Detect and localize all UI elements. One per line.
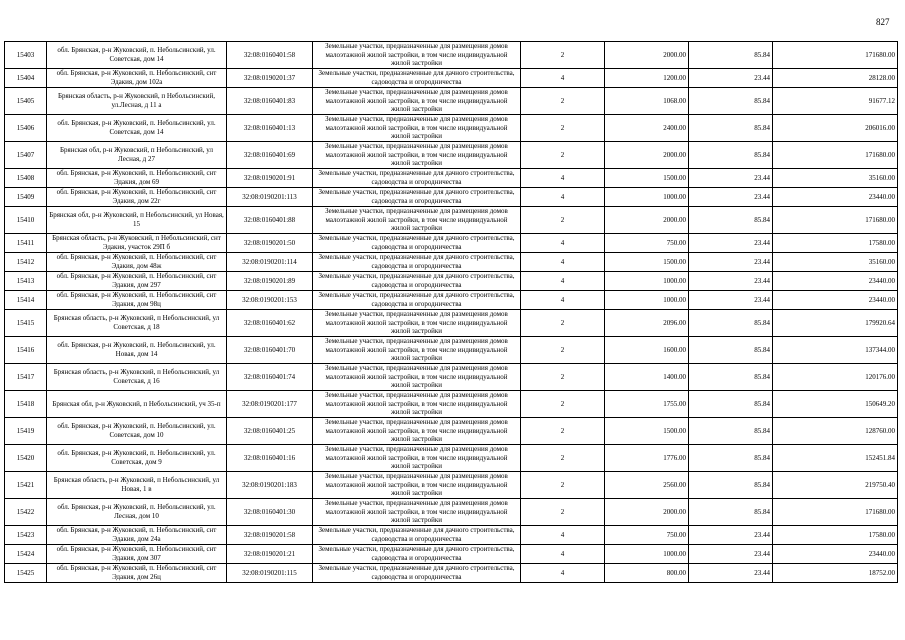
- row-id-cell: 15404: [5, 69, 47, 88]
- table-row: [5, 418, 898, 445]
- cadastral-value-cell: 171680.00: [773, 499, 898, 526]
- area-cell: 1776.00: [605, 445, 689, 472]
- cadastral-number-cell: 32:08:0160401:30: [227, 499, 313, 526]
- permitted-use-cell: Земельные участки, предназначенные для размещения домов малоэтажной жилой застройки, в том числе индивидуальной жилой застройки: [313, 499, 521, 526]
- category-cell: 2: [521, 142, 605, 169]
- area-cell: 750.00: [605, 526, 689, 545]
- permitted-use-cell: Земельные участки, предназначенные для дачного строительства, садоводства и огородничества: [313, 69, 521, 88]
- table-row: [5, 42, 898, 69]
- specific-value-cell: 85.84: [689, 310, 773, 337]
- cadastral-number-cell: 32:08:0190201:89: [227, 272, 313, 291]
- area-cell: 1068.00: [605, 88, 689, 115]
- row-id-cell: 15422: [5, 499, 47, 526]
- address-cell: обл. Брянская, р-н Жуковский, п. Небольсинский, снт Эдакия, дом 48ж: [47, 253, 227, 272]
- specific-value-cell: 85.84: [689, 391, 773, 418]
- cadastral-value-cell: 17580.00: [773, 234, 898, 253]
- permitted-use-cell: Земельные участки, предназначенные для дачного строительства, садоводства и огородничества: [313, 526, 521, 545]
- cadastral-value-cell: 23440.00: [773, 291, 898, 310]
- permitted-use-cell: Земельные участки, предназначенные для размещения домов малоэтажной жилой застройки, в том числе индивидуальной жилой застройки: [313, 364, 521, 391]
- permitted-use-cell: Земельные участки, предназначенные для размещения домов малоэтажной жилой застройки, в том числе индивидуальной жилой застройки: [313, 207, 521, 234]
- cadastral-value-cell: 171680.00: [773, 142, 898, 169]
- row-id-cell: 15411: [5, 234, 47, 253]
- cadastral-value-cell: 28128.00: [773, 69, 898, 88]
- cadastral-number-cell: 32:08:0190201:183: [227, 472, 313, 499]
- area-cell: 1000.00: [605, 188, 689, 207]
- address-cell: обл. Брянская, р-н Жуковский, п. Небольсинский, снт Эдакия, дом 98ц: [47, 291, 227, 310]
- cadastral-number-cell: 32:08:0160401:88: [227, 207, 313, 234]
- row-id-cell: 15410: [5, 207, 47, 234]
- permitted-use-cell: Земельные участки, предназначенные для размещения домов малоэтажной жилой застройки, в том числе индивидуальной жилой застройки: [313, 337, 521, 364]
- specific-value-cell: 23.44: [689, 526, 773, 545]
- cadastral-number-cell: 32:08:0160401:74: [227, 364, 313, 391]
- table-row: [5, 364, 898, 391]
- category-cell: 2: [521, 207, 605, 234]
- address-cell: обл. Брянская, р-н Жуковский, п. Небольсинский, ул. Советская, дом 14: [47, 42, 227, 69]
- permitted-use-cell: Земельные участки, предназначенные для дачного строительства, садоводства и огородничества: [313, 253, 521, 272]
- permitted-use-cell: Земельные участки, предназначенные для дачного строительства, садоводства и огородничества: [313, 169, 521, 188]
- specific-value-cell: 85.84: [689, 88, 773, 115]
- category-cell: 2: [521, 42, 605, 69]
- category-cell: 4: [521, 188, 605, 207]
- area-cell: 800.00: [605, 564, 689, 583]
- cadastral-number-cell: 32:08:0190201:115: [227, 564, 313, 583]
- cadastral-number-cell: 32:08:0190201:153: [227, 291, 313, 310]
- cadastral-number-cell: 32:08:0190201:113: [227, 188, 313, 207]
- permitted-use-cell: Земельные участки, предназначенные для размещения домов малоэтажной жилой застройки, в том числе индивидуальной жилой застройки: [313, 391, 521, 418]
- category-cell: 2: [521, 499, 605, 526]
- row-id-cell: 15418: [5, 391, 47, 418]
- area-cell: 1200.00: [605, 69, 689, 88]
- table-row: [5, 337, 898, 364]
- area-cell: 1000.00: [605, 272, 689, 291]
- address-cell: обл. Брянская, р-н Жуковский, п. Небольсинский, снт Эдакия, дом 307: [47, 545, 227, 564]
- cadastral-value-cell: 152451.84: [773, 445, 898, 472]
- category-cell: 4: [521, 69, 605, 88]
- area-cell: 2400.00: [605, 115, 689, 142]
- table-row: [5, 207, 898, 234]
- table-row: [5, 142, 898, 169]
- category-cell: 2: [521, 88, 605, 115]
- specific-value-cell: 23.44: [689, 291, 773, 310]
- permitted-use-cell: Земельные участки, предназначенные для размещения домов малоэтажной жилой застройки, в том числе индивидуальной жилой застройки: [313, 445, 521, 472]
- specific-value-cell: 85.84: [689, 418, 773, 445]
- row-id-cell: 15409: [5, 188, 47, 207]
- cadastral-value-cell: 91677.12: [773, 88, 898, 115]
- address-cell: Брянская область, р-н Жуковский, п Небольсинский, снт Эдакия, участок 29П б: [47, 234, 227, 253]
- table-row: [5, 272, 898, 291]
- area-cell: 1755.00: [605, 391, 689, 418]
- area-cell: 2000.00: [605, 499, 689, 526]
- address-cell: Брянская область, р-н Жуковский, п Небольсинский, ул Советская, д 18: [47, 310, 227, 337]
- row-id-cell: 15405: [5, 88, 47, 115]
- category-cell: 2: [521, 364, 605, 391]
- cadastral-value-cell: 18752.00: [773, 564, 898, 583]
- category-cell: 4: [521, 169, 605, 188]
- area-cell: 2000.00: [605, 207, 689, 234]
- address-cell: Брянская обл, р-н Жуковский, п Небольсинский, ул Новая, 15: [47, 207, 227, 234]
- permitted-use-cell: Земельные участки, предназначенные для дачного строительства, садоводства и огородничества: [313, 291, 521, 310]
- category-cell: 4: [521, 526, 605, 545]
- cadastral-number-cell: 32:08:0190201:58: [227, 526, 313, 545]
- permitted-use-cell: Земельные участки, предназначенные для размещения домов малоэтажной жилой застройки, в том числе индивидуальной жилой застройки: [313, 310, 521, 337]
- cadastral-number-cell: 32:08:0190201:37: [227, 69, 313, 88]
- category-cell: 4: [521, 272, 605, 291]
- row-id-cell: 15413: [5, 272, 47, 291]
- cadastral-value-cell: 120176.00: [773, 364, 898, 391]
- address-cell: Брянская обл, р-н Жуковский, п Небольсинский, ул Лесная, д 27: [47, 142, 227, 169]
- area-cell: 1400.00: [605, 364, 689, 391]
- row-id-cell: 15424: [5, 545, 47, 564]
- cadastral-number-cell: 32:08:0160401:83: [227, 88, 313, 115]
- cadastral-number-cell: 32:08:0190201:21: [227, 545, 313, 564]
- table-row: [5, 88, 898, 115]
- category-cell: 2: [521, 337, 605, 364]
- address-cell: обл. Брянская, р-н Жуковский, п. Небольсинский, снт Эдакия, дом 26ц: [47, 564, 227, 583]
- cadastral-value-cell: 17580.00: [773, 526, 898, 545]
- cadastral-number-cell: 32:08:0160401:69: [227, 142, 313, 169]
- category-cell: 2: [521, 391, 605, 418]
- table-row: [5, 253, 898, 272]
- permitted-use-cell: Земельные участки, предназначенные для дачного строительства, садоводства и огородничества: [313, 188, 521, 207]
- specific-value-cell: 23.44: [689, 564, 773, 583]
- land-registry-table: [4, 41, 898, 583]
- category-cell: 2: [521, 472, 605, 499]
- permitted-use-cell: Земельные участки, предназначенные для размещения домов малоэтажной жилой застройки, в том числе индивидуальной жилой застройки: [313, 418, 521, 445]
- table-row: [5, 310, 898, 337]
- category-cell: 4: [521, 564, 605, 583]
- area-cell: 2000.00: [605, 142, 689, 169]
- address-cell: Брянская область, р-н Жуковский, п Небольсинский, ул Советская, д 16: [47, 364, 227, 391]
- cadastral-value-cell: 150649.20: [773, 391, 898, 418]
- address-cell: обл. Брянская, р-н Жуковский, п. Небольсинский, ул. Советская, дом 9: [47, 445, 227, 472]
- category-cell: 4: [521, 545, 605, 564]
- row-id-cell: 15415: [5, 310, 47, 337]
- specific-value-cell: 23.44: [689, 69, 773, 88]
- area-cell: 1500.00: [605, 253, 689, 272]
- address-cell: обл. Брянская, р-н Жуковский, п. Небольсинский, снт Эдакия, дом 24а: [47, 526, 227, 545]
- row-id-cell: 15408: [5, 169, 47, 188]
- specific-value-cell: 23.44: [689, 188, 773, 207]
- specific-value-cell: 85.84: [689, 207, 773, 234]
- table-row: [5, 291, 898, 310]
- row-id-cell: 15423: [5, 526, 47, 545]
- cadastral-number-cell: 32:08:0190201:50: [227, 234, 313, 253]
- cadastral-number-cell: 32:08:0160401:58: [227, 42, 313, 69]
- cadastral-value-cell: 171680.00: [773, 207, 898, 234]
- permitted-use-cell: Земельные участки, предназначенные для размещения домов малоэтажной жилой застройки, в том числе индивидуальной жилой застройки: [313, 42, 521, 69]
- row-id-cell: 15403: [5, 42, 47, 69]
- area-cell: 750.00: [605, 234, 689, 253]
- address-cell: обл. Брянская, р-н Жуковский, п. Небольсинский, снт Эдакия, дом 22г: [47, 188, 227, 207]
- address-cell: обл. Брянская, р-н Жуковский, п. Небольсинский, ул. Новая, дом 14: [47, 337, 227, 364]
- category-cell: 2: [521, 418, 605, 445]
- permitted-use-cell: Земельные участки, предназначенные для дачного строительства, садоводства и огородничества: [313, 234, 521, 253]
- row-id-cell: 15414: [5, 291, 47, 310]
- area-cell: 1500.00: [605, 418, 689, 445]
- specific-value-cell: 23.44: [689, 272, 773, 291]
- table-row: [5, 499, 898, 526]
- cadastral-value-cell: 23440.00: [773, 545, 898, 564]
- specific-value-cell: 85.84: [689, 142, 773, 169]
- table-row: [5, 115, 898, 142]
- area-cell: 2000.00: [605, 42, 689, 69]
- cadastral-value-cell: 179920.64: [773, 310, 898, 337]
- row-id-cell: 15425: [5, 564, 47, 583]
- cadastral-value-cell: 206016.00: [773, 115, 898, 142]
- table-row: [5, 169, 898, 188]
- cadastral-number-cell: 32:08:0190201:91: [227, 169, 313, 188]
- specific-value-cell: 85.84: [689, 42, 773, 69]
- cadastral-value-cell: 171680.00: [773, 42, 898, 69]
- table-row: [5, 564, 898, 583]
- cadastral-value-cell: 219750.40: [773, 472, 898, 499]
- area-cell: 2096.00: [605, 310, 689, 337]
- address-cell: обл. Брянская, р-н Жуковский, п. Небольсинский, ул. Лесная, дом 10: [47, 499, 227, 526]
- row-id-cell: 15406: [5, 115, 47, 142]
- table-row: [5, 69, 898, 88]
- cadastral-number-cell: 32:08:0160401:13: [227, 115, 313, 142]
- category-cell: 2: [521, 115, 605, 142]
- cadastral-number-cell: 32:08:0190201:177: [227, 391, 313, 418]
- row-id-cell: 15417: [5, 364, 47, 391]
- cadastral-value-cell: 23440.00: [773, 188, 898, 207]
- area-cell: 2560.00: [605, 472, 689, 499]
- table-row: [5, 526, 898, 545]
- row-id-cell: 15420: [5, 445, 47, 472]
- permitted-use-cell: Земельные участки, предназначенные для дачного строительства, садоводства и огородничества: [313, 545, 521, 564]
- table-row: [5, 445, 898, 472]
- address-cell: обл. Брянская, р-н Жуковский, п. Небольсинский, снт Эдакия, дом 102а: [47, 69, 227, 88]
- specific-value-cell: 85.84: [689, 445, 773, 472]
- cadastral-value-cell: 23440.00: [773, 272, 898, 291]
- cadastral-number-cell: 32:08:0160401:62: [227, 310, 313, 337]
- specific-value-cell: 85.84: [689, 499, 773, 526]
- cadastral-number-cell: 32:08:0160401:16: [227, 445, 313, 472]
- specific-value-cell: 85.84: [689, 337, 773, 364]
- table-row: [5, 188, 898, 207]
- permitted-use-cell: Земельные участки, предназначенные для дачного строительства, садоводства и огородничества: [313, 272, 521, 291]
- table-row: [5, 391, 898, 418]
- specific-value-cell: 23.44: [689, 169, 773, 188]
- row-id-cell: 15421: [5, 472, 47, 499]
- page-number: 827: [876, 17, 890, 27]
- cadastral-value-cell: 35160.00: [773, 253, 898, 272]
- cadastral-value-cell: 137344.00: [773, 337, 898, 364]
- cadastral-value-cell: 35160.00: [773, 169, 898, 188]
- table-row: [5, 545, 898, 564]
- permitted-use-cell: Земельные участки, предназначенные для размещения домов малоэтажной жилой застройки, в том числе индивидуальной жилой застройки: [313, 115, 521, 142]
- area-cell: 1600.00: [605, 337, 689, 364]
- row-id-cell: 15419: [5, 418, 47, 445]
- permitted-use-cell: Земельные участки, предназначенные для дачного строительства, садоводства и огородничества: [313, 564, 521, 583]
- cadastral-number-cell: 32:08:0160401:25: [227, 418, 313, 445]
- specific-value-cell: 85.84: [689, 472, 773, 499]
- area-cell: 1000.00: [605, 545, 689, 564]
- area-cell: 1500.00: [605, 169, 689, 188]
- specific-value-cell: 85.84: [689, 115, 773, 142]
- permitted-use-cell: Земельные участки, предназначенные для размещения домов малоэтажной жилой застройки, в том числе индивидуальной жилой застройки: [313, 142, 521, 169]
- row-id-cell: 15416: [5, 337, 47, 364]
- cadastral-number-cell: 32:08:0190201:114: [227, 253, 313, 272]
- cadastral-value-cell: 128760.00: [773, 418, 898, 445]
- table-body: [5, 42, 898, 583]
- specific-value-cell: 85.84: [689, 364, 773, 391]
- permitted-use-cell: Земельные участки, предназначенные для размещения домов малоэтажной жилой застройки, в том числе индивидуальной жилой застройки: [313, 472, 521, 499]
- address-cell: обл. Брянская, р-н Жуковский, п. Небольсинский, снт Эдакия, дом 297: [47, 272, 227, 291]
- category-cell: 2: [521, 445, 605, 472]
- address-cell: Брянская обл, р-н Жуковский, п Небольсинский, уч 35-п: [47, 391, 227, 418]
- address-cell: Брянская область, р-н Жуковский, п Небольсинский, ул Новая, 1 в: [47, 472, 227, 499]
- category-cell: 4: [521, 291, 605, 310]
- table-row: [5, 472, 898, 499]
- cadastral-number-cell: 32:08:0160401:70: [227, 337, 313, 364]
- specific-value-cell: 23.44: [689, 253, 773, 272]
- specific-value-cell: 23.44: [689, 234, 773, 253]
- category-cell: 2: [521, 310, 605, 337]
- category-cell: 4: [521, 234, 605, 253]
- area-cell: 1000.00: [605, 291, 689, 310]
- permitted-use-cell: Земельные участки, предназначенные для размещения домов малоэтажной жилой застройки, в том числе индивидуальной жилой застройки: [313, 88, 521, 115]
- address-cell: Брянская область, р-н Жуковский, п Небольсинский, ул.Лесная, д 11 а: [47, 88, 227, 115]
- address-cell: обл. Брянская, р-н Жуковский, п. Небольсинский, ул. Советская, дом 14: [47, 115, 227, 142]
- row-id-cell: 15412: [5, 253, 47, 272]
- category-cell: 4: [521, 253, 605, 272]
- table-row: [5, 234, 898, 253]
- address-cell: обл. Брянская, р-н Жуковский, п. Небольсинский, снт Эдакия, дом 69: [47, 169, 227, 188]
- specific-value-cell: 23.44: [689, 545, 773, 564]
- address-cell: обл. Брянская, р-н Жуковский, п. Небольсинский, ул. Советская, дом 10: [47, 418, 227, 445]
- row-id-cell: 15407: [5, 142, 47, 169]
